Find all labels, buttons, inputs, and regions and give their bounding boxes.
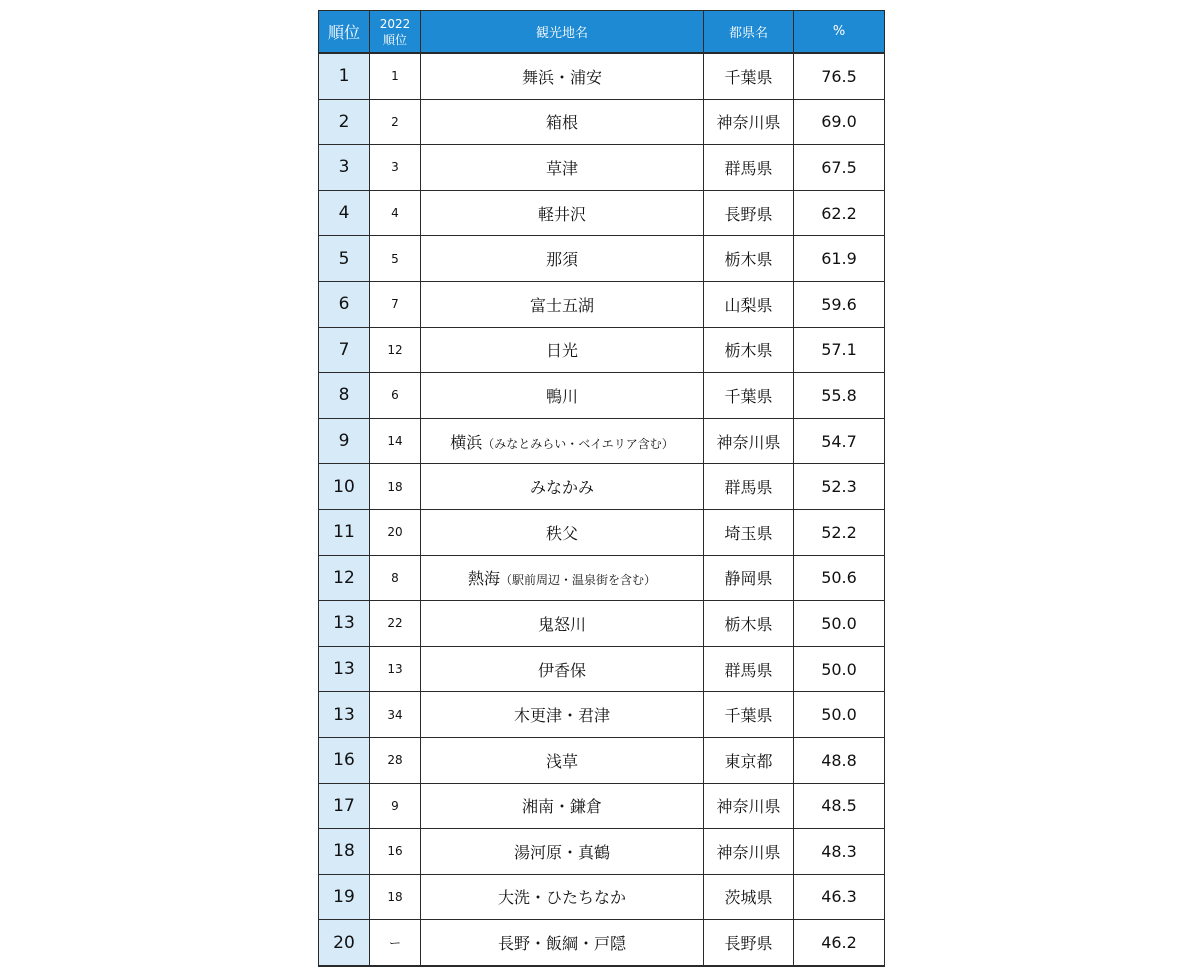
prefecture-cell: 千葉県 <box>704 373 794 419</box>
rank-cell: 6 <box>319 281 370 327</box>
prev-rank-cell: ー <box>370 920 421 966</box>
prev-rank-cell: 16 <box>370 829 421 875</box>
destination-name-cell <box>421 373 704 419</box>
table-row <box>319 327 885 373</box>
prefecture-cell: 栃木県 <box>704 601 794 647</box>
destination-name: 鬼怒川 <box>537 614 586 634</box>
destination-name: 浅草 <box>545 751 578 771</box>
destination-name-cell <box>421 53 704 99</box>
table-row <box>319 236 885 282</box>
prefecture-cell: 群馬県 <box>704 646 794 692</box>
table-body <box>319 53 885 966</box>
table-row <box>319 509 885 555</box>
destination-name-cell <box>421 190 704 236</box>
rank-cell: 7 <box>319 327 370 373</box>
percent-cell: 50.0 <box>794 646 885 692</box>
percent-cell: 55.8 <box>794 373 885 419</box>
percent-cell: 48.3 <box>794 829 885 875</box>
percent-cell: 62.2 <box>794 190 885 236</box>
table-row <box>319 874 885 920</box>
prefecture-cell: 神奈川県 <box>704 99 794 145</box>
table-row <box>319 464 885 510</box>
rank-cell: 12 <box>319 555 370 601</box>
prev-rank-cell: 20 <box>370 509 421 555</box>
prefecture-cell: 栃木県 <box>704 236 794 282</box>
prev-rank-cell: 4 <box>370 190 421 236</box>
prev-rank-cell: 8 <box>370 555 421 601</box>
percent-cell: 76.5 <box>794 53 885 99</box>
destination-name: 湯河原・真鶴 <box>513 842 610 862</box>
prev-rank-cell: 28 <box>370 737 421 783</box>
ranking-table <box>318 10 885 967</box>
destination-name: 日光 <box>545 341 578 361</box>
prefecture-cell: 長野県 <box>704 920 794 966</box>
destination-name-cell <box>421 601 704 647</box>
rank-cell: 17 <box>319 783 370 829</box>
prefecture-cell: 栃木県 <box>704 327 794 373</box>
destination-name: 秩父 <box>545 523 578 543</box>
rank-cell: 13 <box>319 646 370 692</box>
percent-cell: 48.8 <box>794 737 885 783</box>
destination-name: 湘南・鎌倉 <box>521 797 602 817</box>
destination-name: 草津 <box>545 158 578 178</box>
prefecture-cell: 東京都 <box>704 737 794 783</box>
percent-cell: 52.2 <box>794 509 885 555</box>
table-row <box>319 601 885 647</box>
percent-cell: 46.3 <box>794 874 885 920</box>
header-prev-rank <box>370 11 421 54</box>
destination-name: 鴨川 <box>545 386 578 406</box>
percent-cell: 59.6 <box>794 281 885 327</box>
destination-name-cell <box>421 646 704 692</box>
rank-cell: 16 <box>319 737 370 783</box>
table-row <box>319 737 885 783</box>
table-row <box>319 692 885 738</box>
header-prefecture: 都県名 <box>704 11 794 54</box>
percent-cell: 69.0 <box>794 99 885 145</box>
rank-cell: 19 <box>319 874 370 920</box>
prefecture-cell: 神奈川県 <box>704 418 794 464</box>
destination-name-cell <box>421 418 704 464</box>
rank-cell: 1 <box>319 53 370 99</box>
table-row <box>319 190 885 236</box>
prev-rank-cell: 18 <box>370 464 421 510</box>
header-prev-rank-year: 2022 <box>379 16 411 31</box>
percent-cell: 54.7 <box>794 418 885 464</box>
destination-name-cell <box>421 737 704 783</box>
rank-cell: 3 <box>319 145 370 191</box>
prev-rank-cell: 34 <box>370 692 421 738</box>
destination-name: 大洗・ひたちなか <box>497 888 626 908</box>
table-row <box>319 783 885 829</box>
rank-cell: 2 <box>319 99 370 145</box>
table-row <box>319 281 885 327</box>
rank-cell: 8 <box>319 373 370 419</box>
header-rank: 順位 <box>319 11 370 54</box>
prev-rank-cell: 22 <box>370 601 421 647</box>
destination-name-cell <box>421 509 704 555</box>
header-percent: % <box>794 11 885 54</box>
prefecture-cell: 千葉県 <box>704 692 794 738</box>
destination-name-cell <box>421 464 704 510</box>
table-row <box>319 99 885 145</box>
prefecture-cell: 長野県 <box>704 190 794 236</box>
destination-name-cell <box>421 874 704 920</box>
destination-name-cell <box>421 555 704 601</box>
destination-name: みなかみ <box>529 478 594 498</box>
prev-rank-cell: 5 <box>370 236 421 282</box>
percent-cell: 67.5 <box>794 145 885 191</box>
rank-cell: 18 <box>319 829 370 875</box>
percent-cell: 50.6 <box>794 555 885 601</box>
prev-rank-cell: 9 <box>370 783 421 829</box>
destination-name-cell <box>421 783 704 829</box>
destination-name: 長野・飯綱・戸隠 <box>497 934 626 954</box>
table-row <box>319 646 885 692</box>
destination-note: （みなとみらい・ベイエリア含む） <box>482 436 674 451</box>
table-row <box>319 920 885 966</box>
prev-rank-cell: 1 <box>370 53 421 99</box>
destination-note: （駅前周辺・温泉街を含む） <box>500 573 657 588</box>
percent-cell: 48.5 <box>794 783 885 829</box>
percent-cell: 50.0 <box>794 601 885 647</box>
prefecture-cell: 神奈川県 <box>704 829 794 875</box>
prev-rank-cell: 18 <box>370 874 421 920</box>
header-name: 観光地名 <box>421 11 704 54</box>
rank-cell: 4 <box>319 190 370 236</box>
destination-name-cell <box>421 145 704 191</box>
destination-name: 箱根 <box>545 113 578 133</box>
rank-cell: 9 <box>319 418 370 464</box>
prev-rank-cell: 13 <box>370 646 421 692</box>
prev-rank-cell: 14 <box>370 418 421 464</box>
destination-name: 舞浜・浦安 <box>521 67 602 87</box>
prev-rank-cell: 7 <box>370 281 421 327</box>
rank-cell: 20 <box>319 920 370 966</box>
destination-name: 那須 <box>545 250 578 270</box>
rank-cell: 10 <box>319 464 370 510</box>
destination-name-cell <box>421 829 704 875</box>
percent-cell: 57.1 <box>794 327 885 373</box>
destination-name-cell <box>421 99 704 145</box>
prefecture-cell: 山梨県 <box>704 281 794 327</box>
destination-name: 木更津・君津 <box>513 706 610 726</box>
table-row <box>319 418 885 464</box>
percent-cell: 50.0 <box>794 692 885 738</box>
table-row <box>319 829 885 875</box>
destination-name-cell <box>421 236 704 282</box>
table-row <box>319 373 885 419</box>
destination-name-cell <box>421 327 704 373</box>
rank-cell: 11 <box>319 509 370 555</box>
header-prev-rank-label: 順位 <box>382 32 407 47</box>
ranking-table-container <box>318 10 884 967</box>
destination-name: 横浜 <box>450 432 483 452</box>
destination-name: 伊香保 <box>537 660 586 680</box>
table-row <box>319 145 885 191</box>
rank-cell: 5 <box>319 236 370 282</box>
destination-name: 富士五湖 <box>529 295 594 315</box>
prefecture-cell: 群馬県 <box>704 145 794 191</box>
table-row <box>319 53 885 99</box>
prefecture-cell: 茨城県 <box>704 874 794 920</box>
destination-name: 熱海 <box>467 569 500 589</box>
destination-name: 軽井沢 <box>537 204 586 224</box>
destination-name-cell <box>421 920 704 966</box>
table-header-row <box>319 11 885 54</box>
prev-rank-cell: 3 <box>370 145 421 191</box>
destination-name-cell <box>421 281 704 327</box>
prev-rank-cell: 12 <box>370 327 421 373</box>
percent-cell: 52.3 <box>794 464 885 510</box>
prev-rank-cell: 2 <box>370 99 421 145</box>
percent-cell: 61.9 <box>794 236 885 282</box>
prev-rank-cell: 6 <box>370 373 421 419</box>
prefecture-cell: 千葉県 <box>704 53 794 99</box>
prefecture-cell: 群馬県 <box>704 464 794 510</box>
prefecture-cell: 埼玉県 <box>704 509 794 555</box>
destination-name-cell <box>421 692 704 738</box>
prefecture-cell: 神奈川県 <box>704 783 794 829</box>
rank-cell: 13 <box>319 601 370 647</box>
rank-cell: 13 <box>319 692 370 738</box>
table-row <box>319 555 885 601</box>
prefecture-cell: 静岡県 <box>704 555 794 601</box>
percent-cell: 46.2 <box>794 920 885 966</box>
